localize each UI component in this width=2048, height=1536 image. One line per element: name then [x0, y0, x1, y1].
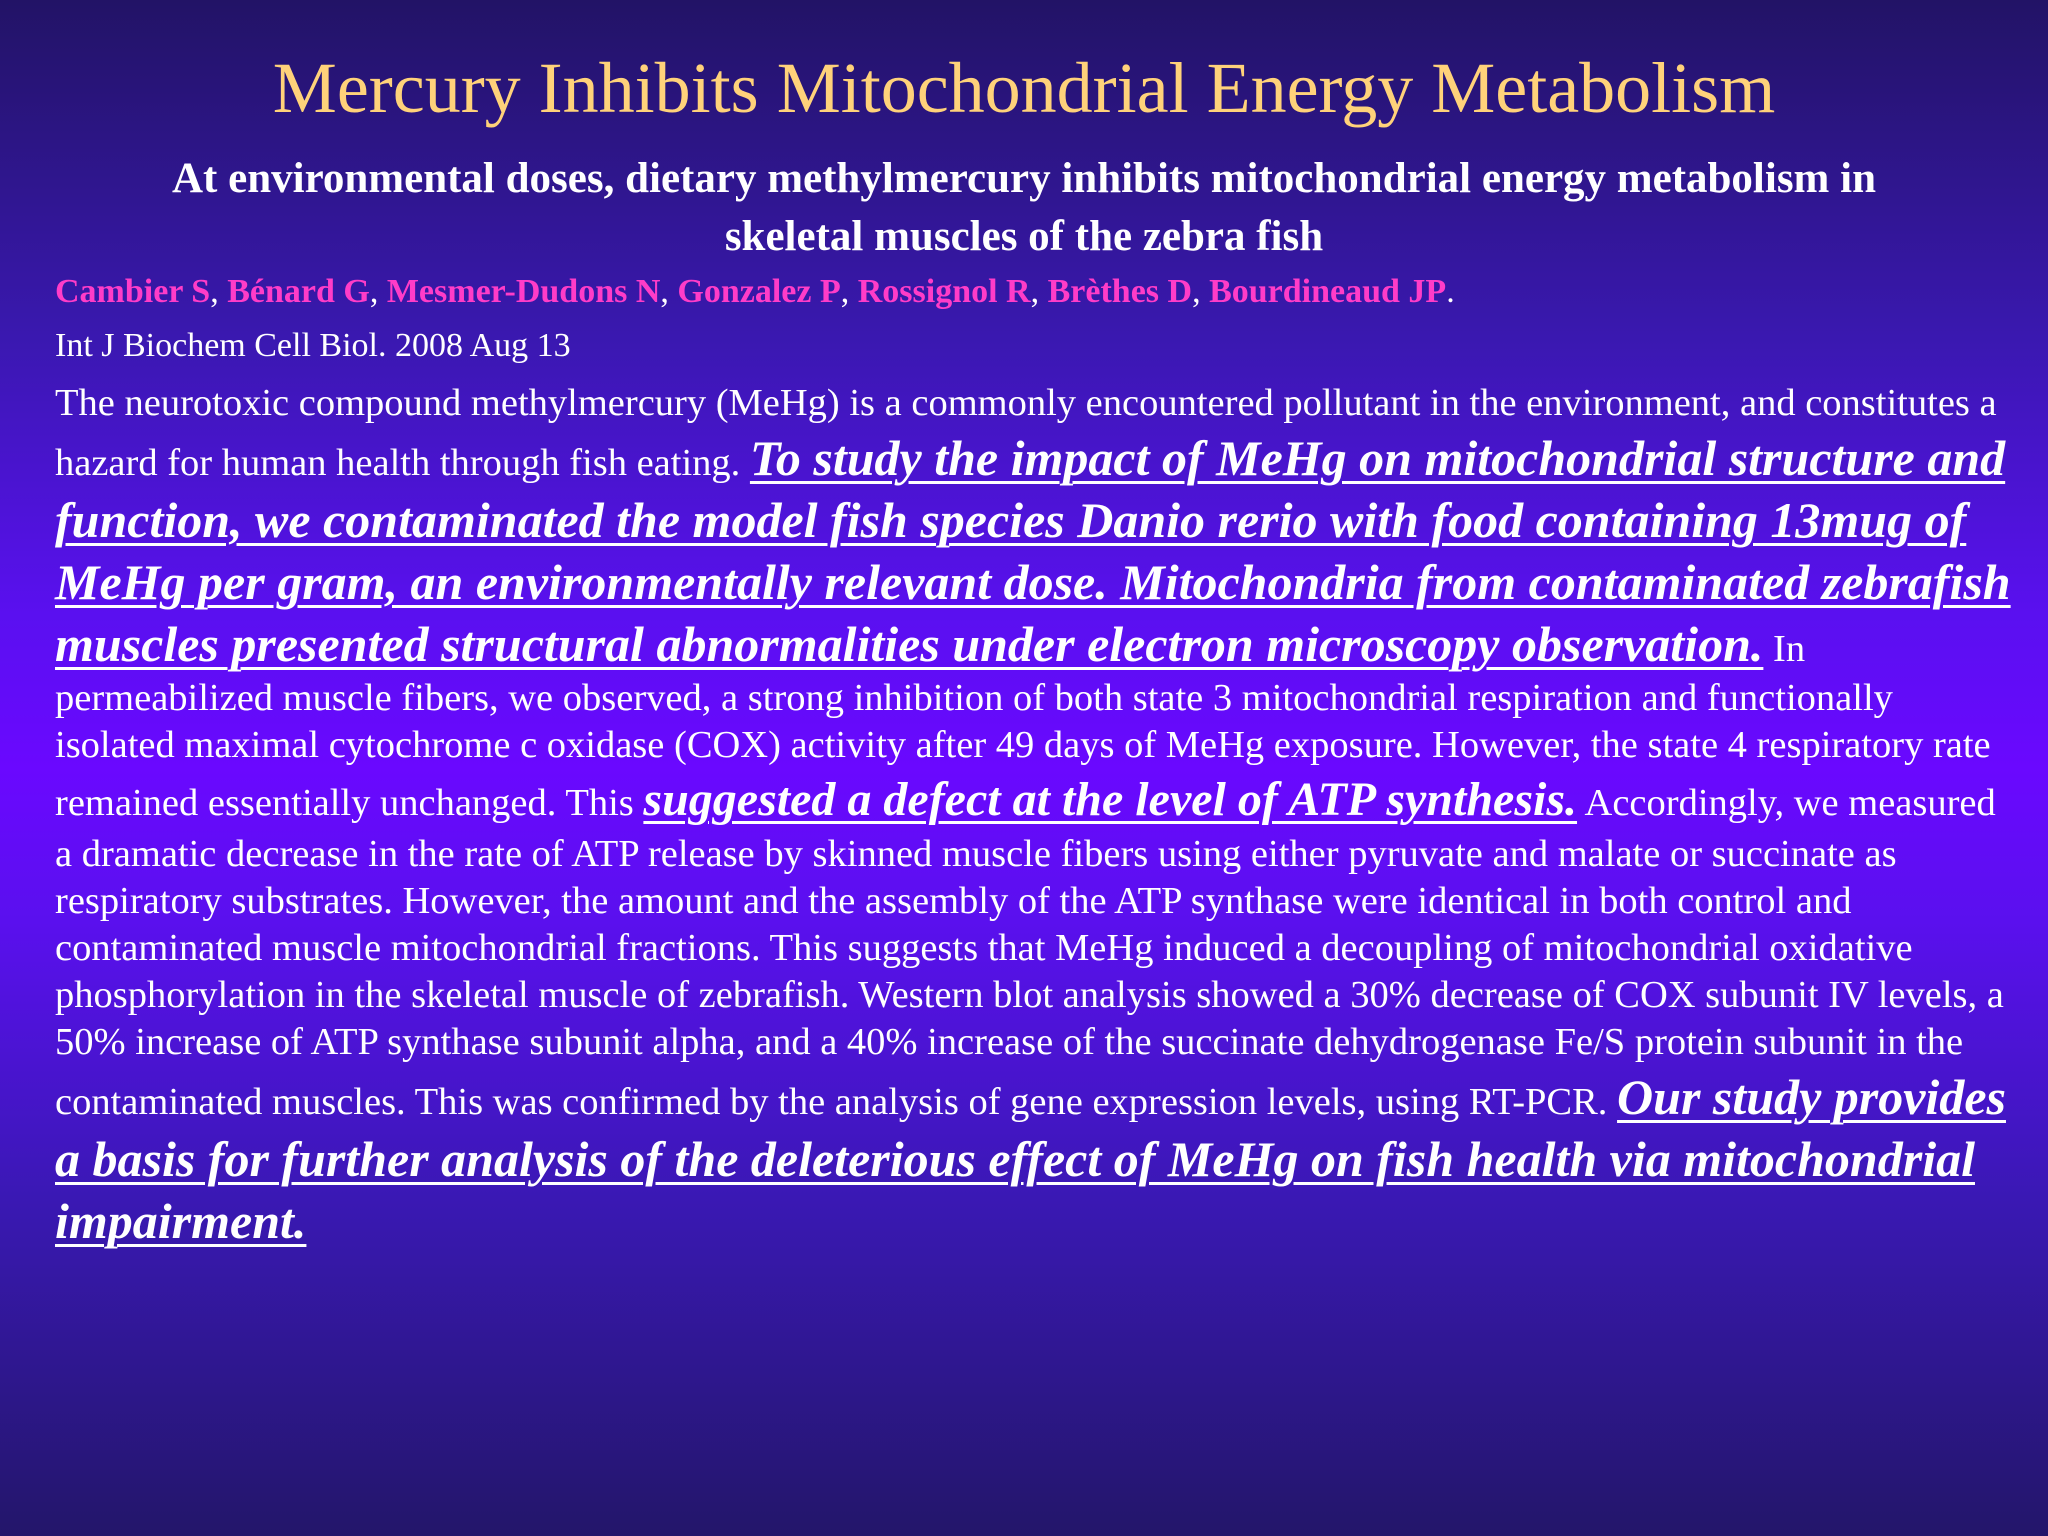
- author-separator: ,: [840, 273, 858, 310]
- abstract-highlight: suggested a defect at the level of ATP synthesis.: [643, 773, 1578, 826]
- author-name[interactable]: Cambier S: [55, 273, 211, 310]
- author-terminator: .: [1446, 273, 1455, 310]
- paper-title: At environmental doses, dietary methylmercury inhibits mitochondrial energy metabolism in skeletal muscles of the zebra fish: [172, 155, 1876, 260]
- slide-title: Mercury Inhibits Mitochondrial Energy Metabolism: [272, 48, 1776, 128]
- abstract-text: Accordingly, we measured a dramatic decrease in the rate of ATP release by skinned muscle fibers using either pyruvate and malate or succinate as respiratory substrates. However, the amount and the assembly of the ATP synthase were identical in both control and contaminated muscle mitochondrial fractions. This suggests that MeHg induced a decoupling of mitochondrial oxidative phosphorylation in the skeletal muscle of zebrafish. Western blot analysis showed a 30% decrease of COX subunit IV levels, a 50% increase of ATP synthase subunit alpha, and a 40% increase of the succinate dehydrogenase Fe/S protein subunit in the contaminated muscles. This was confirmed by the analysis of gene expression levels, using RT-PCR.: [55, 782, 2004, 1123]
- author-name[interactable]: Mesmer-Dudons N: [386, 273, 661, 310]
- author-name[interactable]: Brèthes D: [1047, 273, 1193, 310]
- abstract-highlight: To study the impact of MeHg on mitochondrial structure and function, we contaminated the model fish species Danio rerio with food containing 13mug of MeHg per gram, an environmentally relevant dose. Mitochondria from contaminated zebrafish muscles presented structural abnormalities under electron microscopy observation.: [55, 430, 2011, 672]
- author-separator: ,: [1192, 273, 1210, 310]
- author-name[interactable]: Rossignol R: [857, 273, 1031, 310]
- abstract-highlight: Our study provides a basis for further analysis of the deleterious effect of MeHg on fish health via mitochondrial impairment.: [55, 1069, 2006, 1249]
- abstract-text: In permeabilized muscle fibers, we observed, a strong inhibition of both state 3 mitochondrial respiration and functionally isolated maximal cytochrome c oxidase (COX) activity after 49 days of MeHg exposure. However, the state 4 respiratory rate remained essentially unchanged. This: [55, 628, 1991, 824]
- author-separator: ,: [210, 273, 228, 310]
- author-name[interactable]: Bénard G: [227, 273, 370, 310]
- author-name[interactable]: Bourdineaud JP: [1209, 273, 1447, 310]
- author-list: [55, 270, 2005, 314]
- abstract-body: [55, 380, 2015, 1252]
- author-separator: ,: [660, 273, 678, 310]
- journal-citation: Int J Biochem Cell Biol. 2008 Aug 13: [55, 327, 571, 364]
- author-separator: ,: [369, 273, 387, 310]
- abstract-text: The neurotoxic compound methylmercury (MeHg) is a commonly encountered pollutant in the environment, and constitutes a hazard for human health through fish eating.: [55, 382, 1997, 484]
- author-name[interactable]: Gonzalez P: [677, 273, 841, 310]
- author-separator: ,: [1030, 273, 1048, 310]
